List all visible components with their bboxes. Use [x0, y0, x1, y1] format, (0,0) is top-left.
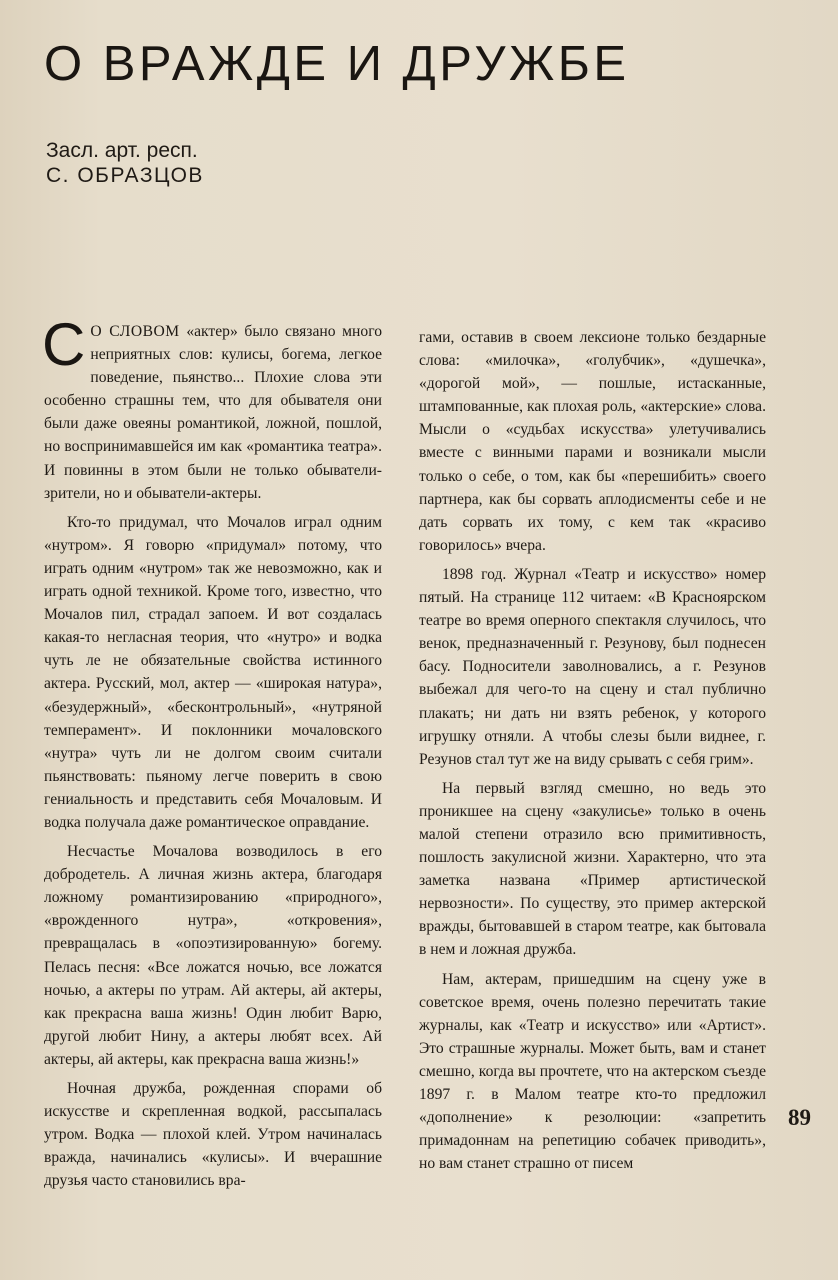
paragraph — [42, 311, 382, 505]
left-column — [42, 311, 382, 1198]
author-name: С. ОБРАЗЦОВ — [46, 164, 204, 187]
author-byline — [46, 138, 204, 188]
article-title: О ВРАЖДЕ И ДРУЖБЕ — [44, 37, 630, 91]
paragraph: 1898 год. Журнал «Театр и искусство» номер пятый. На странице 112 читаем: «В Красноярском театре во время оперного спектакля случилось, что венок, предназначенный г. Резунову, был поднесен басу. Подносители заволновались, а г. Резунов выбежал для чего-то на сцену и стал публично плакать; ни дать ни взять ребенок, у которого игрушку отняли. А чтобы слезы были виднее, г. Резунов стал тут же на виду срывать с себя грим». — [419, 565, 766, 768]
paragraph: Ночная дружба, рожденная спорами об искусстве и скрепленная водкой, рассыпалась утром. Водка — плохой клей. Утром начиналась вражда, начинались «кулисы». И вчерашние друзья часто становились вра- — [44, 1080, 382, 1190]
paragraph: На первый взгляд смешно, но ведь это проникшее на сцену «закулисье» только в очень малой степени отразило всю примитивность, пошлость закулисной жизни. Характерно, что эта заметка названа «Пример артистической нервозности». По существу, это пример актерской вражды, бытовавшей в старом театре, как бытовала в нем и ложная дружба. — [419, 779, 766, 959]
paragraph: гами, оставив в своем лексионе только бездарные слова: «милочка», «голубчик», «душечка», «дорогой мой», — пошлые, истасканные, штампованные, как плохая роль, «актерские» слова. Мысли о «судьбах искусства» улетучивались вместе с винными парами и возникали мысли только о себе, о том, как бы «перешибить» своего партнера, как бы сорвать аплодисменты себе и не дать сорвать их тому, с кем так «красиво говорилось» вчера. — [419, 329, 766, 554]
drop-cap: С — [42, 311, 86, 378]
paragraph: Несчастье Мочалова возводилось в его добродетель. А личная жизнь актера, благодаря ложному романтизированию «природного», «врожденного нутра», «откровения», превращалась в «опоэтизированную» богему. Пелась песня: «Все ложатся ночью, все ложатся ночью, а актеры по утрам. Ай актеры, ай актеры, как прекрасна ваша жизнь! Один любит Варю, другой любит Нину, а актеры любят всех. Ай актеры, ай актеры, как прекрасна ваша жизнь!» — [44, 843, 382, 1068]
page-number: 89 — [788, 1105, 811, 1130]
author-title: Засл. арт. респ. — [46, 139, 198, 162]
right-column — [419, 326, 766, 1181]
paragraph: Кто-то придумал, что Мочалов играл одним «нутром». Я говорю «придумал» потому, что играть одним «нутром» так же невозможно, как и играть одной техникой. Кроме того, известно, что Мочалов пил, страдал запоем. И вот создалась какая-то негласная теория, что «нутро» и водка чуть ле не обязательные свойства истинного актера. Русский, мол, актер — «широкая натура», «безудержный», «бесконтрольный», «нутряной темперамент». И поклонники мочаловского «нутра» чуть ли не долгом своим считали пьянствовать: пьяному легче поверить в свою гениальность и представить себя Мочаловым. И водка получала даже романтическое оправдание. — [44, 513, 382, 831]
lead-words: О СЛОВОМ — [90, 323, 180, 340]
paragraph: Нам, актерам, пришедшим на сцену уже в советское время, очень полезно перечитать такие журналы, как «Театр и искусство» или «Артист». Это страшные журналы. Может быть, вам и станет смешно, когда вы прочтете, что на актерском съезде 1897 г. в Малом театре кто-то предложил «дополнение» к резолюции: «запретить примадоннам на репетицию собачек приводить», но вам станет страшно от писем — [419, 970, 766, 1173]
paragraph-text: «актер» было связано много неприятных слов: кулисы, богема, легкое поведение, пьянство... Плохие слова эти особенно страшны тем, что для обывателя они были даже овеяны романтикой, ложной, пошлой, но воспринимавшейся им как «романтика театра». И повинны в этом были не только обыватели-зрители, но и обыватели-актеры. — [44, 323, 382, 502]
